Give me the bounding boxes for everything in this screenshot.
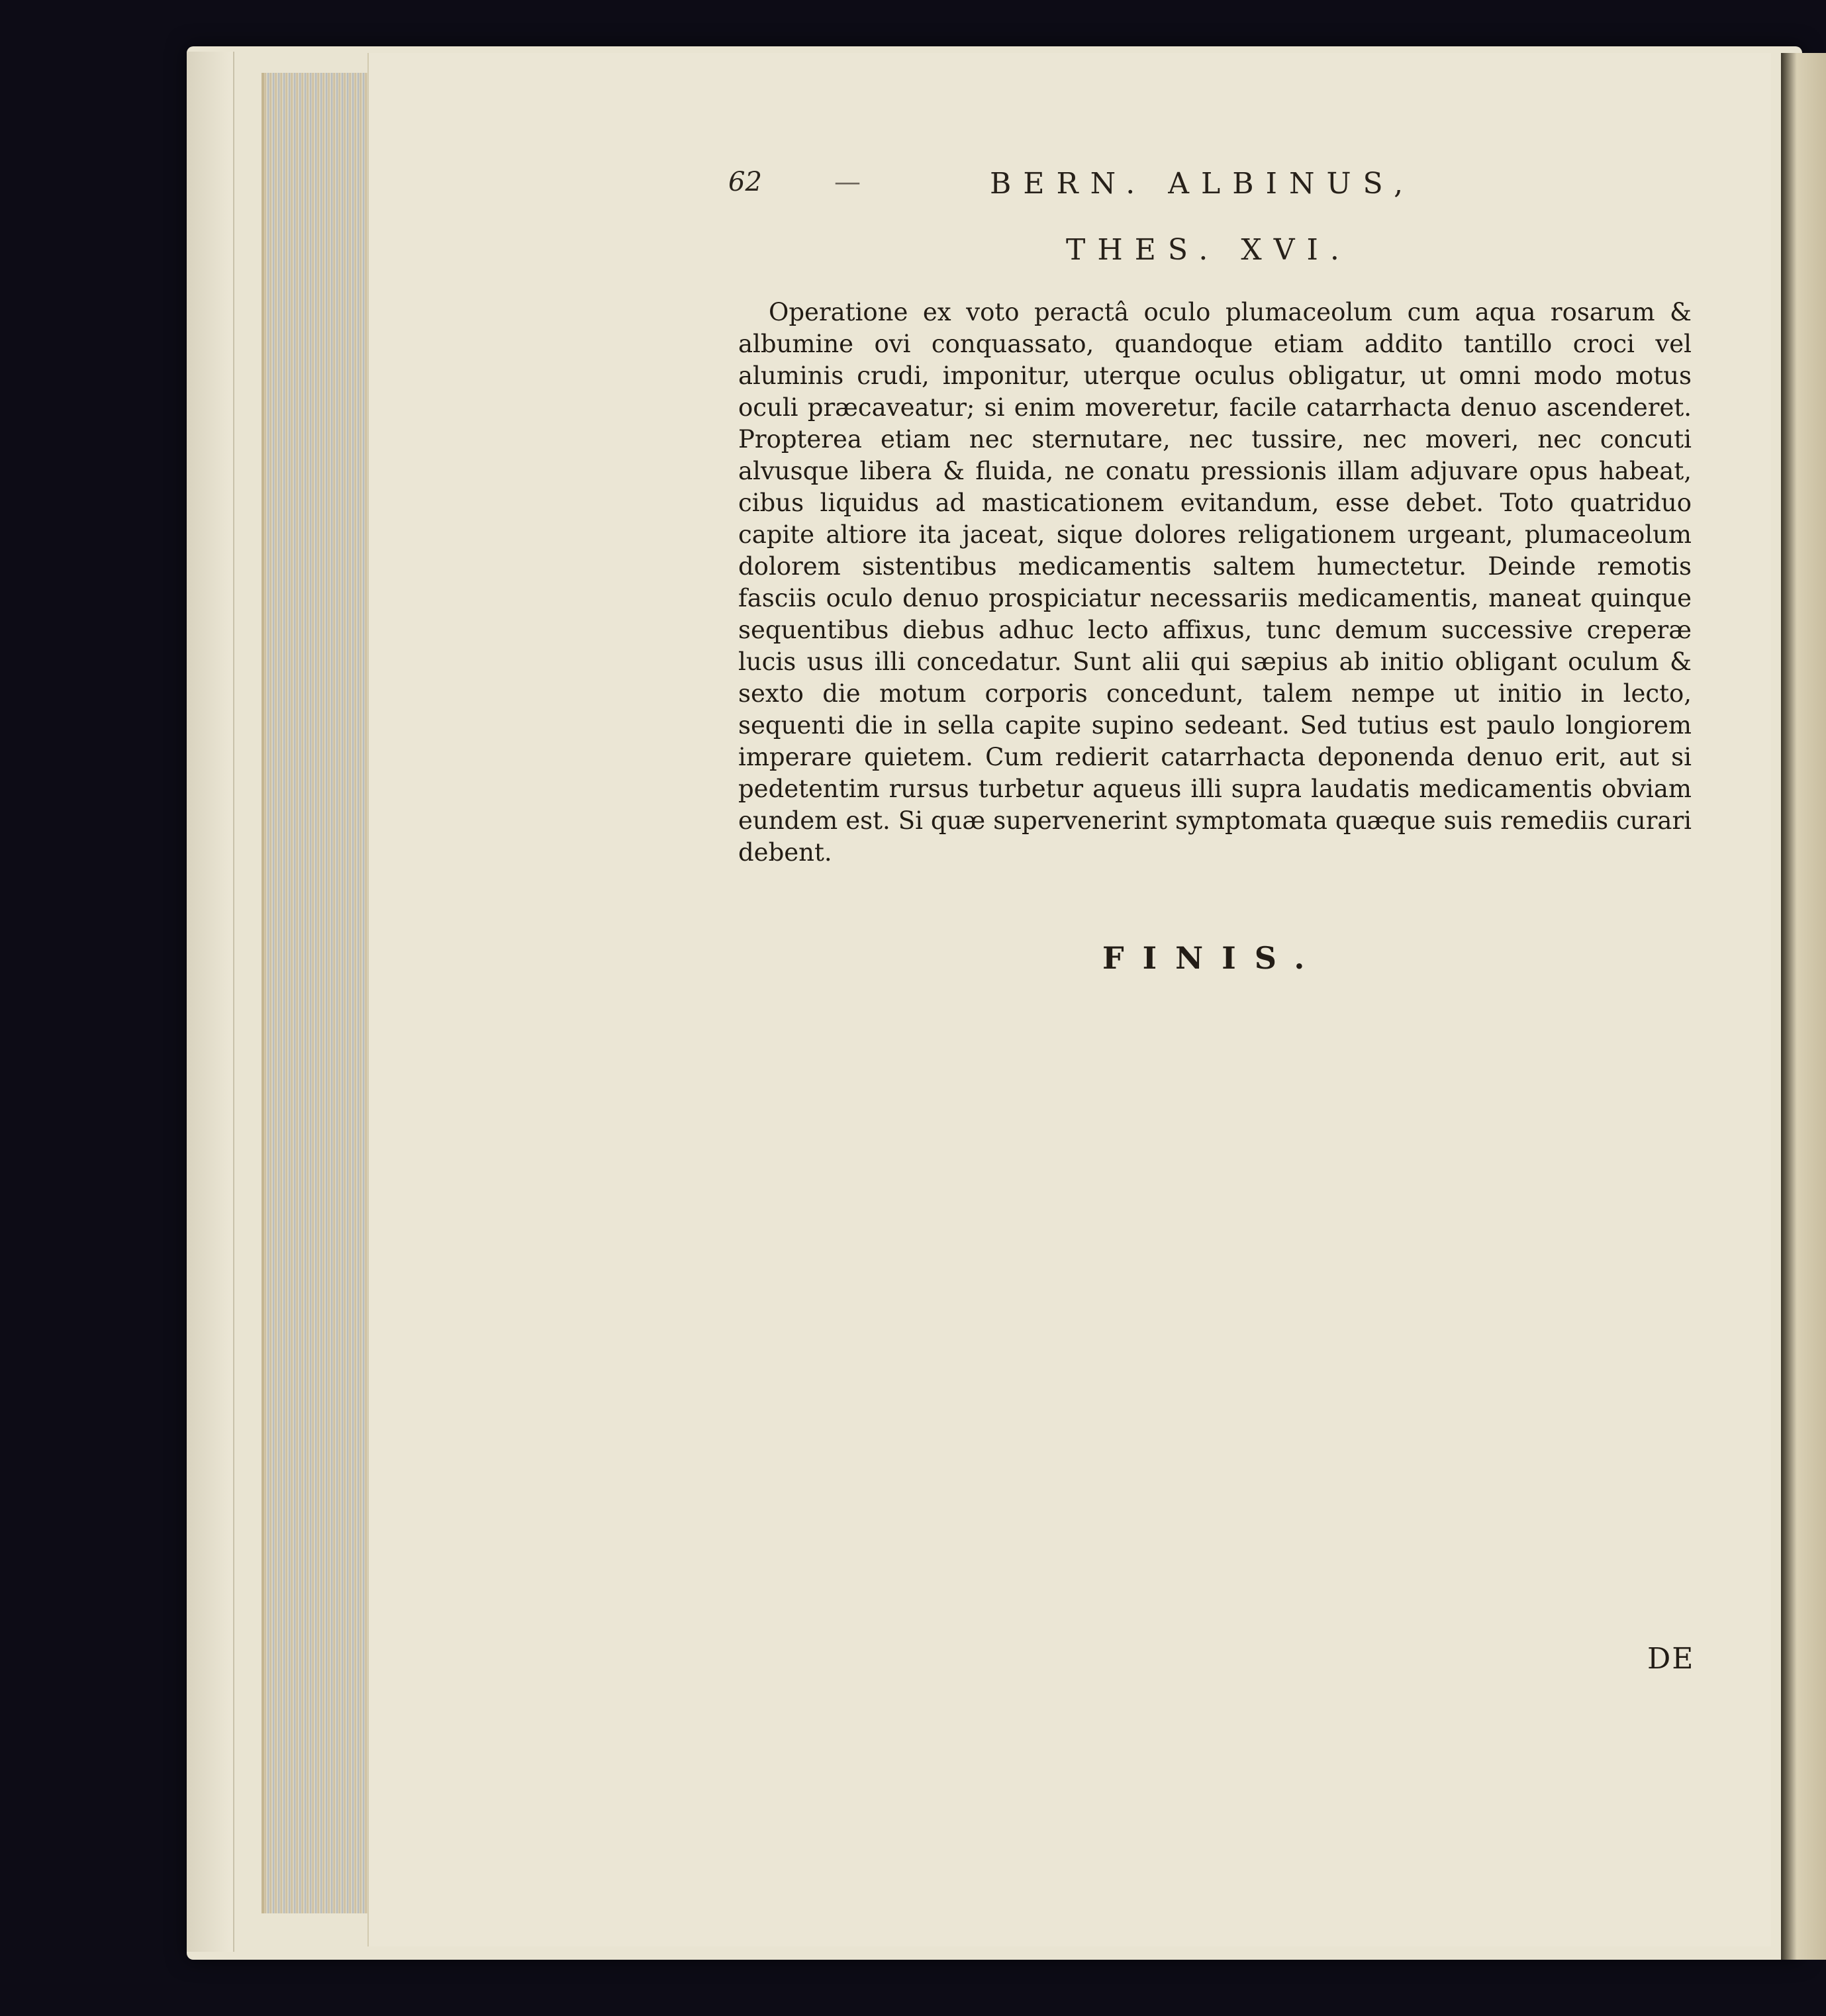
catchword: DE — [1647, 1642, 1695, 1676]
page-edges — [262, 73, 370, 1913]
facing-page-edge — [1781, 53, 1826, 1960]
finis-heading: FINIS. — [1102, 940, 1323, 976]
header-dash: — — [834, 167, 861, 197]
section-title: THES. XVI. — [1066, 233, 1351, 267]
page-header — [728, 167, 1721, 207]
page-number: 62 — [728, 167, 762, 197]
book-cover-edge — [187, 52, 234, 1952]
body-paragraph: Operatione ex voto peractâ oculo plumaceolum cum aqua rosarum & albumine ovi conquassato, quandoque etiam addito tantillo croci vel aluminis crudi, imponitur, uterque oculus obligatur, ut omni modo motus oculi præcaveatur; si enim moveretur, facile catarrhacta denuo ascenderet. Propterea etiam nec sternutare, nec tussire, nec moveri, nec concuti alvusque libera & fluida, ne conatu pressionis illam adjuvare opus habeat, cibus liquidus ad masticationem evitandum, esse debet. Toto quatriduo capite altiore ita jaceat, sique dolores religationem urgeant, plumaceolum dolorem sistentibus medicamentis saltem humectetur. Deinde remotis fasciis oculo denuo prospiciatur necessariis medicamentis, maneat quinque sequentibus diebus adhuc lecto affixus, tunc demum successive creperæ lucis usus illi concedatur. Sunt alii qui sæpius ab initio obligant oculum & sexto die motum corporis concedunt, talem nempe ut initio in lecto, sequenti die in sella capite supino sedeant. Sed tutius est paulo longiorem imperare quietem. Cum redierit catarrhacta deponenda denuo erit, aut si pedetentim rursus turbetur aqueus illi supra laudatis medicamentis obviam eundem est. Si quæ supervenerint symptomata quæque suis remediis curari debent. — [738, 298, 1692, 867]
running-head: BERN. ALBINUS, — [990, 167, 1416, 201]
